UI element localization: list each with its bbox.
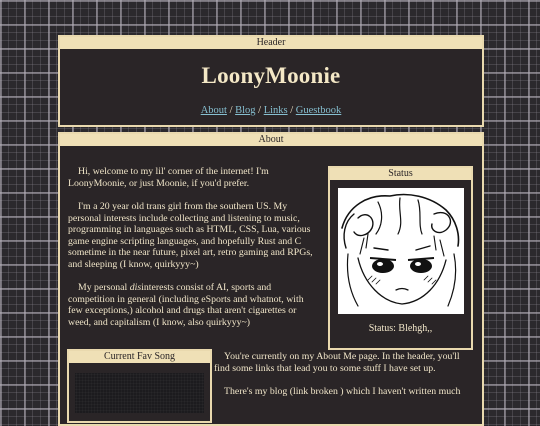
status-box [328,166,473,350]
fav-song-box [67,349,212,423]
fav-song-box-title: Current Fav Song [69,351,210,365]
song-embed-player[interactable] [75,373,204,413]
status-box-title: Status [330,168,471,182]
header-box [58,35,484,127]
status-image [338,188,464,314]
main-nav [60,105,482,116]
site-title: LoonyMoonie [201,63,341,88]
sleepy-girl-icon [338,188,464,314]
nav-link-blog[interactable]: Blog [235,105,256,116]
nav-link-about[interactable]: About [200,105,227,116]
about-paragraph-disinterests [68,282,316,328]
disinterests-text-start: My personal [78,282,130,293]
nav-separator: / [229,105,233,116]
nav-separator: / [258,105,262,116]
about-paragraph-interests: I'm a 20 year old trans girl from the southern US. My personal interests include collecting and listening to music, programming in languages such as HTML, CSS, Lua, various game engine scripting languages, and hopefully Rust and C sometime in the near future, pixel art, retro gaming and RPGs, and sleeping (I know, quirkyyy~) [68,201,313,270]
about-paragraph-welcome: Hi, welcome to my lil' corner of the internet! I'm LoonyMoonie, or just Moonie, if you'd prefer. [68,166,269,189]
disinterests-text-end: interests consist of AI, sports and competition in general (including eSports and whatnot, with few exceptions,) alcohol and drugs that aren't cigarettes or weed, and capitalism (I know, also quirkyyy~) [68,282,304,328]
about-intro-text [68,166,316,340]
status-caption: Status: Blehgh,, [368,323,433,334]
about-paragraph-current-page: You're currently on my About Me page. In the header, you'll find some links that lead you to some stuff I have set up. [214,351,460,374]
nav-separator: / [290,105,294,116]
nav-link-links[interactable]: Links [263,105,288,116]
disinterests-emphasis: dis [129,282,142,293]
about-box-title: About [60,134,482,148]
header-box-title: Header [60,37,482,51]
nav-link-guestbook[interactable]: Guestbook [295,105,342,116]
about-paragraph-blog: There's my blog (link broken ) which I haven't written much [224,386,461,397]
about-page-info-text [214,351,472,410]
